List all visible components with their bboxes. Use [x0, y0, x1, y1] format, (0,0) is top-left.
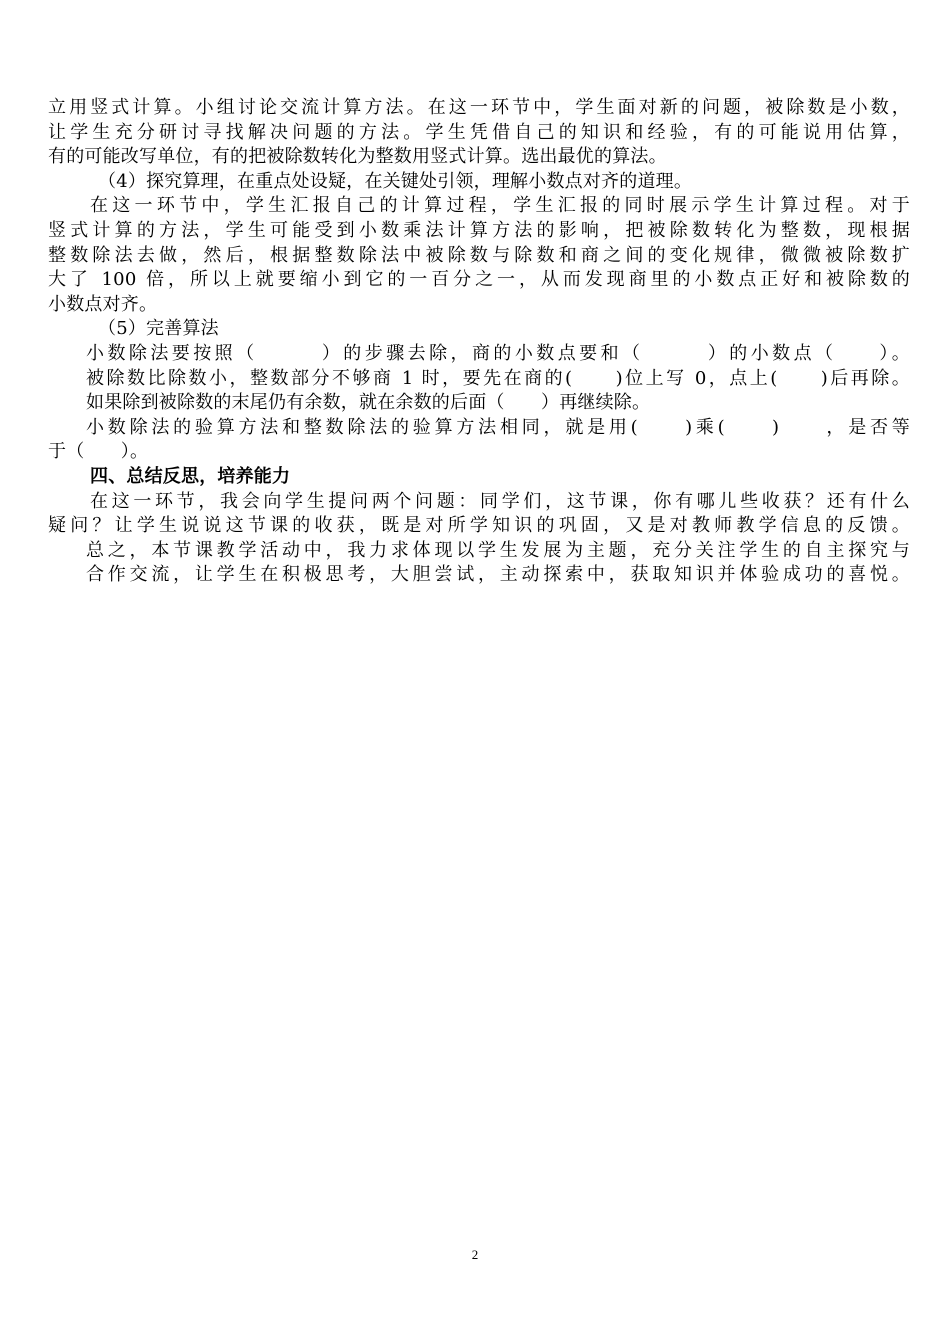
paragraph-line: 让学生充分研讨寻找解决问题的方法。学生凭借自己的知识和经验，有的可能说用估算， [48, 121, 910, 143]
fill-in-blank-line: 小数除法的验算方法和整数除法的验算方法相同，就是用( )乘( ) ，是否等 [86, 416, 910, 438]
paragraph-line: 大了 100 倍，所以上就要缩小到它的一百分之一，从而发现商里的小数点正好和被除数的 [48, 269, 910, 291]
fill-in-blank-line: 被除数比除数小，整数部分不够商 1 时，要先在商的( )位上写 0，点上( )后再除。 [86, 367, 910, 389]
subsection-heading: （4）探究算理，在重点处设疑，在关键处引领，理解小数点对齐的道理。 [98, 170, 693, 192]
fill-in-blank-line: 于（ ）。 [48, 441, 149, 463]
page-number: 2 [471, 1247, 479, 1262]
paragraph-line: 小数点对齐。 [48, 293, 158, 315]
paragraph-line: 立用竖式计算。小组讨论交流计算方法。在这一环节中，学生面对新的问题，被除数是小数， [48, 97, 910, 118]
document-body [48, 96, 910, 588]
fill-in-blank-line: 小数除法要按照（ ）的步骤去除，商的小数点要和（ ）的小数点（ ）。 [86, 342, 910, 364]
paragraph-line: 疑问？让学生说说这节课的收获，既是对所学知识的巩固，又是对教师教学信息的反馈。 [48, 515, 910, 537]
subsection-heading: （5）完善算法 [98, 318, 219, 340]
paragraph-line: 合作交流，让学生在积极思考，大胆尝试，主动探索中，获取知识并体验成功的喜悦。 [86, 564, 910, 586]
paragraph-line: 整数除法去做，然后，根据整数除法中被除数与除数和商之间的变化规律，微微被除数扩 [48, 244, 910, 266]
section-heading: 四、总结反思，培养能力 [90, 465, 291, 487]
paragraph-line: 竖式计算的方法，学生可能受到小数乘法计算方法的影响，把被除数转化为整数，现根据 [48, 219, 910, 241]
paragraph-line: 在这一环节，我会向学生提问两个问题：同学们，这节课，你有哪儿些收获？还有什么 [90, 490, 910, 512]
paragraph-line: 在这一环节中，学生汇报自己的计算过程，学生汇报的同时展示学生计算过程。对于 [90, 195, 910, 217]
fill-in-blank-line: 如果除到被除数的末尾仍有余数，就在余数的后面（ ）再继续除。 [86, 392, 651, 414]
paragraph-line: 有的可能改写单位，有的把被除数转化为整数用竖式计算。选出最优的算法。 [48, 146, 667, 168]
paragraph-line: 总之，本节课教学活动中，我力求体现以学生发展为主题，充分关注学生的自主探究与 [86, 539, 910, 561]
